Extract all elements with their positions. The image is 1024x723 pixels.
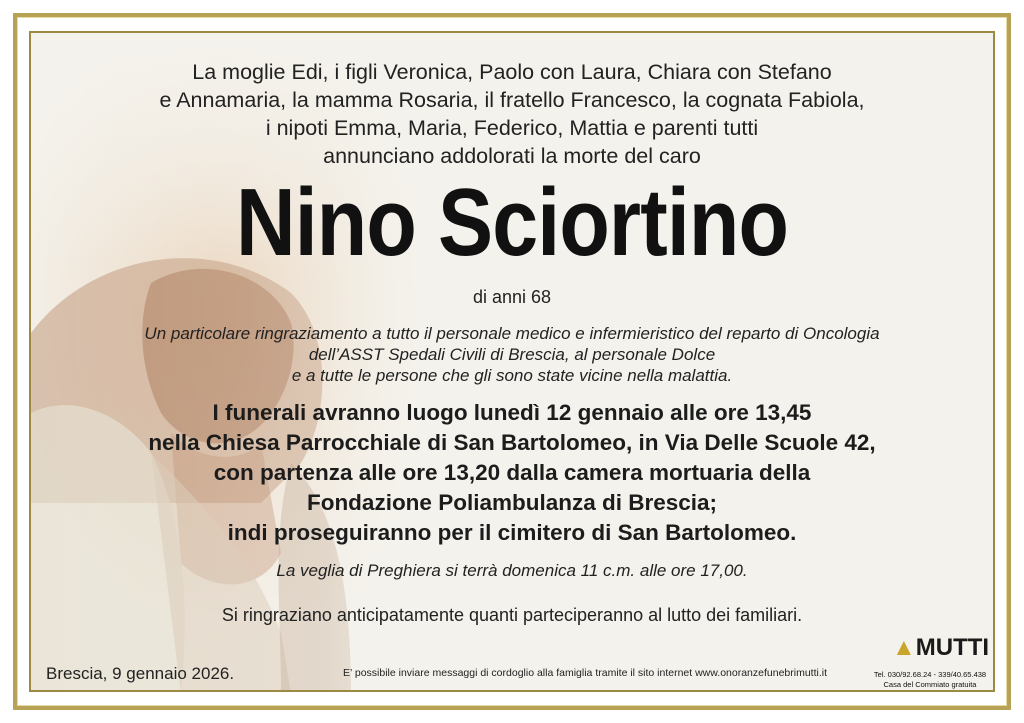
logo-subtitle: Casa del Commiato gratuita xyxy=(883,680,977,689)
place-and-date: Brescia, 9 gennaio 2026. xyxy=(46,664,235,683)
logo-emblem-icon: ▲ xyxy=(892,634,916,661)
funeral-line: I funerali avranno luogo lunedì 12 gennaio alle ore 13,45 xyxy=(212,400,812,425)
thanks-line: dell’ASST Spedali Civili di Brescia, al personale Dolce xyxy=(308,345,716,364)
logo-brand-text: MUTTI xyxy=(915,634,990,661)
funeral-line: nella Chiesa Parrocchiale di San Bartolomeo, in Via Delle Scuole 42, xyxy=(148,430,876,455)
announcement-line: i nipoti Emma, Maria, Federico, Mattia e parenti tutti xyxy=(265,116,759,140)
funeral-details xyxy=(0,398,1024,548)
thanks-line: e a tutte le persone che gli sono state vicine nella malattia. xyxy=(291,366,733,385)
funeral-home-logo xyxy=(872,636,988,690)
thanks-line: Un particolare ringraziamento a tutto il personale medico e infermieristico del reparto di Oncologia xyxy=(144,324,880,343)
announcement-line: annunciano addolorati la morte del caro xyxy=(323,144,701,168)
logo-phone: Tel. 030/92.68.24 - 339/40.65.438 xyxy=(873,670,987,679)
funeral-line: Fondazione Poliambulanza di Brescia; xyxy=(306,490,718,515)
announcement-line: La moglie Edi, i figli Veronica, Paolo con Laura, Chiara con Stefano xyxy=(192,60,832,84)
funeral-line: indi proseguiranno per il cimitero di San Bartolomeo. xyxy=(227,520,797,545)
family-announcement xyxy=(0,58,1024,170)
announcement-line: e Annamaria, la mamma Rosaria, il fratello Francesco, la cognata Fabiola, xyxy=(159,88,865,112)
closing-thanks: Si ringraziano anticipatamente quanti parteciperanno al lutto dei familiari. xyxy=(221,605,803,625)
thanks-paragraph xyxy=(0,323,1024,386)
funeral-line: con partenza alle ore 13,20 dalla camera mortuaria della xyxy=(213,460,811,485)
deceased-name: Nino Sciortino xyxy=(235,169,789,276)
deceased-age: di anni 68 xyxy=(472,287,552,307)
vigil-note: La veglia di Preghiera si terrà domenica 11 c.m. alle ore 17,00. xyxy=(276,561,748,580)
logo-brand xyxy=(892,636,988,660)
condolence-website-note: E’ possibile inviare messaggi di cordoglio alla famiglia tramite il sito internet www.onoranzefunebrimutti.it xyxy=(343,667,827,679)
